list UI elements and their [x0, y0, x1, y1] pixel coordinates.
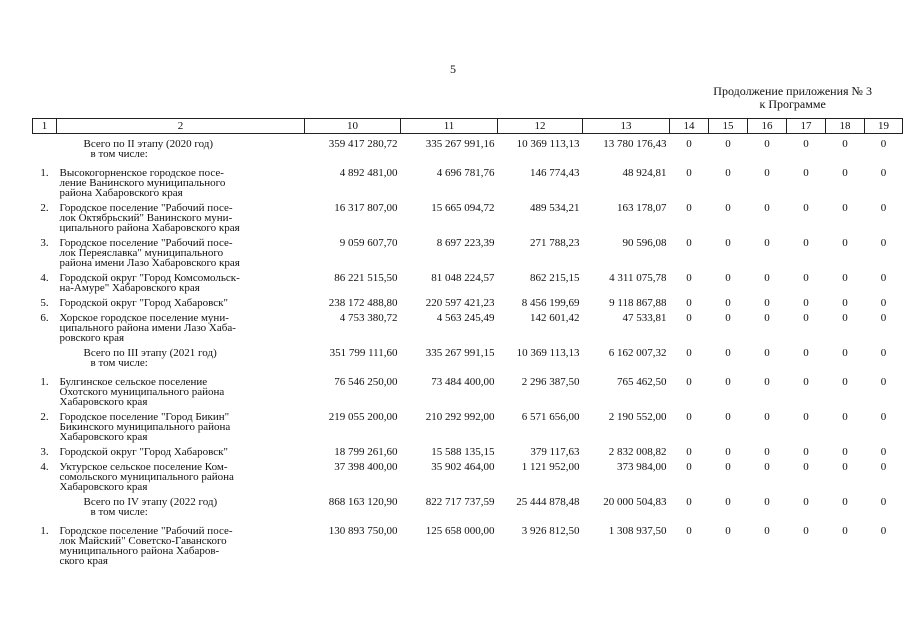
stage-total-row [33, 492, 903, 507]
cell-16: 0 [764, 167, 770, 179]
cell-19: 0 [880, 461, 887, 473]
cell-13 [583, 507, 670, 521]
cell-13: 13 780 176,43 [603, 138, 667, 150]
cell-13: 765 462,50 [617, 376, 667, 388]
cell-18: 0 [842, 376, 848, 388]
cell-11: 4 696 781,76 [436, 167, 495, 179]
column-header: 19 [865, 119, 903, 134]
cell-15: 0 [725, 411, 731, 423]
cell-17: 0 [803, 461, 809, 473]
cell-16: 0 [764, 525, 770, 537]
cell-10: 351 799 111,60 [329, 347, 398, 359]
cell-17: 0 [803, 272, 809, 284]
row-number: 4. [40, 272, 49, 284]
cell-14: 0 [686, 446, 692, 458]
table-row [33, 407, 903, 442]
cell-17: 0 [803, 411, 809, 423]
cell-16: 0 [764, 347, 770, 359]
cell-12 [498, 358, 583, 372]
municipality-name: Городской округ "Город Хабаровск" [59, 446, 229, 458]
cell-19: 0 [880, 138, 887, 150]
cell-13: 1 308 937,50 [608, 525, 667, 537]
column-header: 14 [670, 119, 709, 134]
cell-12: 489 534,21 [530, 202, 580, 214]
cell-16: 0 [764, 446, 770, 458]
cell-13: 48 924,81 [622, 167, 667, 179]
cell-15: 0 [725, 167, 731, 179]
cell-17: 0 [803, 312, 809, 324]
cell-18: 0 [842, 461, 848, 473]
row-number: 1. [40, 525, 49, 537]
cell-13: 9 118 867,88 [609, 297, 667, 309]
cell-10: 219 055 200,00 [328, 411, 398, 423]
municipality-name: Хорское городское поселение муни- ципального района имени Лазо Хаба- ровского края [59, 312, 236, 344]
cell-13: 4 311 075,78 [609, 272, 667, 284]
cell-16 [748, 507, 787, 521]
row-number: 4. [40, 461, 49, 473]
cell-14: 0 [686, 347, 692, 359]
cell-19: 0 [880, 312, 887, 324]
cell-16: 0 [764, 138, 770, 150]
row-number [33, 492, 57, 507]
cell-11: 15 665 094,72 [431, 202, 495, 214]
row-number: 3. [40, 446, 49, 458]
row-number: 3. [40, 237, 49, 249]
municipality-name: Уктурское сельское поселение Ком- сомольского муниципального района Хабаровского края [59, 461, 234, 493]
row-number [33, 134, 57, 150]
table-row [33, 268, 903, 293]
table-row [33, 233, 903, 268]
row-number [33, 149, 57, 163]
cell-17: 0 [803, 496, 809, 508]
row-number: 2. [40, 411, 49, 423]
cell-12: 25 444 878,48 [516, 496, 580, 508]
cell-16: 0 [764, 272, 770, 284]
cell-19: 0 [880, 446, 887, 458]
cell-17: 0 [803, 376, 809, 388]
municipality-name: Высокогорненское городское посе- ление Ванинского муниципального района Хабаровского края [59, 167, 226, 199]
cell-12: 271 788,23 [530, 237, 580, 249]
cell-10: 4 892 481,00 [339, 167, 398, 179]
cell-11: 15 588 135,15 [431, 446, 495, 458]
subheading-label: в том числе: [90, 506, 148, 518]
cell-11: 8 697 223,39 [436, 237, 495, 249]
cell-13: 47 533,81 [622, 312, 667, 324]
cell-18: 0 [842, 138, 848, 150]
cell-14: 0 [686, 237, 692, 249]
cell-19: 0 [880, 237, 887, 249]
cell-12: 379 117,63 [530, 446, 580, 458]
cell-18: 0 [842, 446, 848, 458]
cell-12: 3 926 812,50 [521, 525, 580, 537]
table-row [33, 457, 903, 492]
table-body [33, 134, 903, 567]
cell-14: 0 [686, 272, 692, 284]
cell-12: 8 456 199,69 [521, 297, 580, 309]
cell-11: 4 563 245,49 [436, 312, 495, 324]
cell-17: 0 [803, 237, 809, 249]
cell-18 [826, 149, 865, 163]
cell-17: 0 [803, 446, 809, 458]
cell-17 [787, 507, 826, 521]
municipality-name: Городское поселение "Город Бикин" Бикинского муниципального района Хабаровского края [59, 411, 231, 443]
cell-14: 0 [686, 496, 692, 508]
cell-16: 0 [764, 237, 770, 249]
cell-18 [826, 507, 865, 521]
row-number: 5. [40, 297, 49, 309]
cell-10: 4 753 380,72 [339, 312, 398, 324]
cell-15: 0 [725, 237, 731, 249]
cell-12: 6 571 656,00 [521, 411, 580, 423]
cell-18: 0 [842, 496, 848, 508]
cell-13: 373 984,00 [617, 461, 667, 473]
cell-15 [709, 507, 748, 521]
column-header: 16 [748, 119, 787, 134]
cell-10: 9 059 607,70 [339, 237, 398, 249]
cell-10 [305, 507, 401, 521]
cell-12: 862 215,15 [530, 272, 580, 284]
cell-10 [305, 149, 401, 163]
cell-12 [498, 149, 583, 163]
subheading-row [33, 149, 903, 163]
municipality-name: Городской округ "Город Комсомольск- на-Амуре" Хабаровского края [59, 272, 240, 294]
stage-total-label: Всего по IV этапу (2022 год) [83, 496, 218, 508]
cell-15 [709, 149, 748, 163]
cell-17: 0 [803, 347, 809, 359]
table-row [33, 442, 903, 457]
column-header: 12 [498, 119, 583, 134]
cell-12: 1 121 952,00 [521, 461, 580, 473]
cell-12: 146 774,43 [530, 167, 580, 179]
cell-18: 0 [842, 237, 848, 249]
cell-19: 0 [880, 411, 887, 423]
cell-19: 0 [880, 272, 887, 284]
cell-11: 35 902 464,00 [431, 461, 495, 473]
table-row [33, 372, 903, 407]
cell-10: 359 417 280,72 [328, 138, 398, 150]
cell-14: 0 [686, 167, 692, 179]
row-number [33, 358, 57, 372]
column-header: 11 [401, 119, 498, 134]
stage-total-row [33, 343, 903, 358]
cell-14 [670, 358, 709, 372]
cell-11: 220 597 421,23 [425, 297, 495, 309]
cell-13 [583, 358, 670, 372]
cell-15: 0 [725, 446, 731, 458]
column-header: 2 [57, 119, 305, 134]
column-header: 13 [583, 119, 670, 134]
cell-16: 0 [764, 496, 770, 508]
cell-17: 0 [803, 138, 809, 150]
cell-11 [401, 507, 498, 521]
cell-12: 10 369 113,13 [516, 138, 580, 150]
cell-16: 0 [764, 461, 770, 473]
stage-total-label: Всего по II этапу (2020 год) [83, 138, 214, 150]
cell-17: 0 [803, 167, 809, 179]
cell-16: 0 [764, 411, 770, 423]
cell-10: 238 172 488,80 [328, 297, 398, 309]
cell-17: 0 [803, 202, 809, 214]
cell-17: 0 [803, 297, 809, 309]
cell-19 [865, 507, 903, 521]
cell-18: 0 [842, 312, 848, 324]
cell-10: 16 317 807,00 [334, 202, 398, 214]
cell-12: 10 369 113,13 [516, 347, 580, 359]
cell-16: 0 [764, 297, 770, 309]
cell-11: 73 484 400,00 [431, 376, 495, 388]
cell-15: 0 [725, 525, 731, 537]
cell-15: 0 [725, 461, 731, 473]
municipality-name: Городское поселение "Рабочий посе- лок Майский" Советско-Гаванского муниципального района Хабаров- ского края [59, 525, 233, 567]
cell-10: 76 546 250,00 [334, 376, 398, 388]
cell-10: 868 163 120,90 [328, 496, 398, 508]
cell-18: 0 [842, 167, 848, 179]
table-row [33, 198, 903, 233]
municipality-name: Булгинское сельское поселение Охотского муниципального района Хабаровского края [59, 376, 225, 408]
cell-18: 0 [842, 411, 848, 423]
stage-total-row [33, 134, 903, 150]
cell-14: 0 [686, 312, 692, 324]
cell-19 [865, 358, 903, 372]
page-number: 5 [450, 62, 456, 76]
subheading-row [33, 507, 903, 521]
cell-18 [826, 358, 865, 372]
subheading-label: в том числе: [90, 357, 148, 369]
cell-16 [748, 358, 787, 372]
cell-13 [583, 149, 670, 163]
cell-10: 18 799 261,60 [334, 446, 398, 458]
cell-14: 0 [686, 138, 692, 150]
cell-13: 2 190 552,00 [608, 411, 667, 423]
cell-14: 0 [686, 411, 692, 423]
cell-11: 335 267 991,15 [425, 347, 495, 359]
table-row [33, 293, 903, 308]
cell-19: 0 [880, 202, 887, 214]
cell-16: 0 [764, 312, 770, 324]
cell-19 [865, 149, 903, 163]
appendix-line-1: Продолжение приложения № 3 [713, 84, 872, 98]
cell-19: 0 [880, 525, 887, 537]
cell-11: 125 658 000,00 [425, 525, 495, 537]
municipality-name: Городской округ "Город Хабаровск" [59, 297, 229, 309]
appendix-note [713, 85, 872, 111]
cell-15: 0 [725, 272, 731, 284]
column-header: 15 [709, 119, 748, 134]
cell-19: 0 [880, 167, 887, 179]
municipality-name: Городское поселение "Рабочий посе- лок Переяславка" муниципального района имени Лазо Хабаровского края [59, 237, 240, 269]
cell-18: 0 [842, 297, 848, 309]
cell-19: 0 [880, 297, 887, 309]
cell-12 [498, 507, 583, 521]
cell-11 [401, 358, 498, 372]
cell-10: 86 221 515,50 [334, 272, 398, 284]
column-header: 1 [33, 119, 57, 134]
cell-16 [748, 149, 787, 163]
table-header-row [33, 119, 903, 134]
cell-15: 0 [725, 312, 731, 324]
cell-15: 0 [725, 347, 731, 359]
cell-14 [670, 149, 709, 163]
cell-15: 0 [725, 297, 731, 309]
cell-11: 335 267 991,16 [425, 138, 495, 150]
cell-13: 2 832 008,82 [608, 446, 667, 458]
cell-10: 130 893 750,00 [328, 525, 398, 537]
row-number: 6. [40, 312, 49, 324]
cell-15: 0 [725, 202, 731, 214]
row-number [33, 343, 57, 358]
cell-19: 0 [880, 347, 887, 359]
cell-14 [670, 507, 709, 521]
cell-14: 0 [686, 376, 692, 388]
municipality-name: Городское поселение "Рабочий посе- лок Октябрьский" Ванинского муни- ципального района Хабаровского края [59, 202, 240, 234]
cell-19: 0 [880, 376, 887, 388]
stage-total-label: Всего по III этапу (2021 год) [83, 347, 217, 359]
cell-16: 0 [764, 376, 770, 388]
cell-11: 81 048 224,57 [431, 272, 495, 284]
funding-table [32, 118, 903, 566]
table-row [33, 308, 903, 343]
cell-17 [787, 358, 826, 372]
cell-12: 2 296 387,50 [521, 376, 580, 388]
cell-15: 0 [725, 496, 731, 508]
cell-11: 822 717 737,59 [425, 496, 495, 508]
cell-10 [305, 358, 401, 372]
cell-13: 6 162 007,32 [608, 347, 667, 359]
row-number [33, 507, 57, 521]
subheading-row [33, 358, 903, 372]
cell-18: 0 [842, 347, 848, 359]
cell-14: 0 [686, 525, 692, 537]
cell-19: 0 [880, 496, 887, 508]
cell-10: 37 398 400,00 [334, 461, 398, 473]
cell-11: 210 292 992,00 [425, 411, 495, 423]
cell-13: 163 178,07 [617, 202, 667, 214]
cell-15 [709, 358, 748, 372]
subheading-label: в том числе: [90, 148, 148, 160]
cell-17: 0 [803, 525, 809, 537]
row-number: 1. [40, 167, 49, 179]
cell-13: 20 000 504,83 [603, 496, 667, 508]
cell-15: 0 [725, 376, 731, 388]
row-number: 2. [40, 202, 49, 214]
row-number: 1. [40, 376, 49, 388]
column-header: 17 [787, 119, 826, 134]
appendix-line-2: к Программе [759, 97, 826, 111]
cell-16: 0 [764, 202, 770, 214]
cell-15: 0 [725, 138, 731, 150]
cell-18: 0 [842, 202, 848, 214]
table-row [33, 163, 903, 198]
cell-17 [787, 149, 826, 163]
cell-14: 0 [686, 297, 692, 309]
cell-12: 142 601,42 [530, 312, 580, 324]
column-header: 10 [305, 119, 401, 134]
cell-14: 0 [686, 461, 692, 473]
table-row [33, 521, 903, 566]
cell-14: 0 [686, 202, 692, 214]
cell-18: 0 [842, 272, 848, 284]
column-header: 18 [826, 119, 865, 134]
cell-13: 90 596,08 [622, 237, 667, 249]
cell-18: 0 [842, 525, 848, 537]
cell-11 [401, 149, 498, 163]
